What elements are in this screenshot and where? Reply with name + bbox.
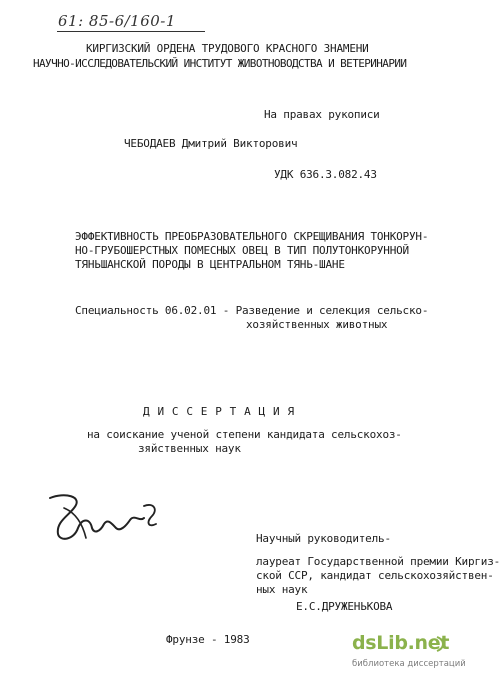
supervisor-line-4: ных наук [256, 583, 308, 596]
watermark-logo: dsLib.net [352, 632, 450, 654]
udk-code: УДК 636.3.082.43 [274, 168, 377, 181]
watermark [352, 632, 466, 674]
supervisor-line-2: лауреат Государственной премии Киргиз- [256, 555, 500, 568]
watermark-arc-icon [436, 636, 446, 652]
archive-mark-underline [57, 31, 205, 32]
manuscript-rights: На правах рукописи [264, 108, 380, 121]
supervisor-line-3: ской ССР, кандидат сельскохозяйствен- [256, 569, 494, 582]
specialty-line-2: хозяйственных животных [246, 318, 388, 331]
title-line-3: ТЯНЬШАНСКОЙ ПОРОДЫ В ЦЕНТРАЛЬНОМ ТЯНЬ-ШАНЕ [75, 258, 345, 271]
institute-line-1: КИРГИЗСКИЙ ОРДЕНА ТРУДОВОГО КРАСНОГО ЗНАМЕНИ [86, 42, 369, 55]
signature [44, 488, 164, 548]
title-line-2: НО-ГРУБОШЕРСТНЫХ ПОМЕСНЫХ ОВЕЦ В ТИП ПОЛУТОНКОРУННОЙ [75, 244, 409, 257]
watermark-subtitle: библиотека диссертаций [352, 659, 466, 669]
place-year: Фрунзе - 1983 [166, 633, 250, 646]
supervisor-name: Е.С.ДРУЖЕНЬКОВА [296, 600, 393, 613]
author-name: ЧЕБОДАЕВ Дмитрий Викторович [124, 137, 298, 150]
specialty-line-1: Специальность 06.02.01 - Разведение и селекция сельско- [75, 304, 429, 317]
archive-mark: 61: 85-6/160-1 [58, 12, 176, 30]
institute-line-2: НАУЧНО-ИССЛЕДОВАТЕЛЬСКИЙ ИНСТИТУТ ЖИВОТНОВОДСТВА И ВЕТЕРИНАРИИ [33, 57, 407, 70]
degree-line-2: зяйственных наук [138, 442, 241, 455]
degree-line-1: на соискание ученой степени кандидата сельскохоз- [87, 428, 402, 441]
title-line-1: ЭФФЕКТИВНОСТЬ ПРЕОБРАЗОВАТЕЛЬНОГО СКРЕЩИВАНИЯ ТОНКОРУН- [75, 230, 429, 243]
dissertation-heading: Д И С С Е Р Т А Ц И Я [143, 405, 295, 418]
supervisor-line-1: Научный руководитель- [256, 532, 391, 545]
